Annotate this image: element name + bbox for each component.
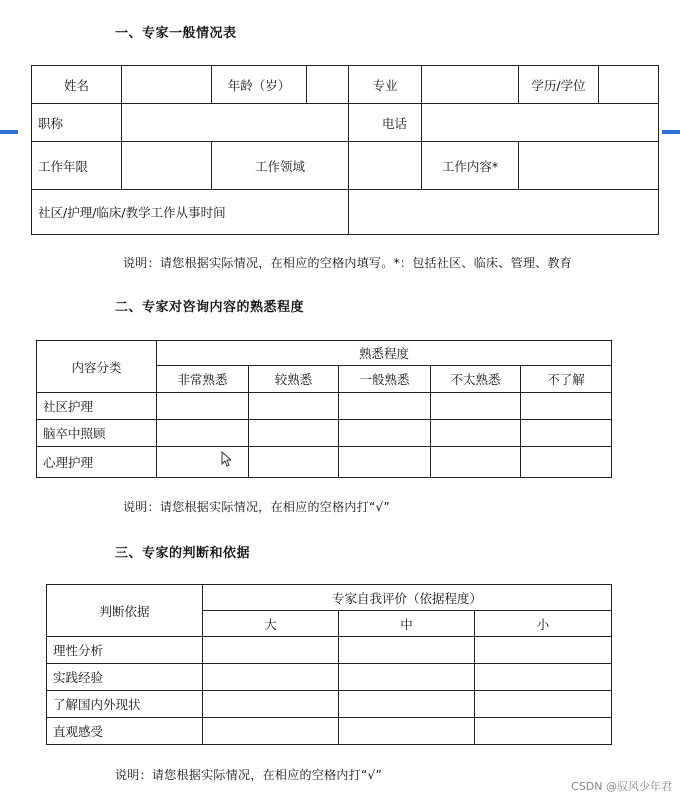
check-cell[interactable] (475, 637, 612, 664)
label-content: 工作内容* (422, 142, 519, 190)
familiarity-table (36, 340, 612, 478)
row-label: 理性分析 (47, 637, 203, 664)
level-very-familiar: 非常熟悉 (157, 366, 249, 393)
label-age: 年龄（岁） (212, 66, 307, 104)
check-cell[interactable] (521, 393, 612, 420)
input-degree[interactable] (599, 66, 659, 104)
check-cell[interactable] (249, 447, 339, 478)
level-high: 大 (203, 611, 339, 637)
check-cell[interactable] (157, 447, 249, 478)
input-content[interactable] (519, 142, 659, 190)
right-edge-marker (662, 130, 680, 134)
check-cell[interactable] (339, 691, 475, 718)
level-not-very-familiar: 不太熟悉 (431, 366, 521, 393)
basis-header: 判断依据 (47, 585, 203, 637)
check-cell[interactable] (203, 691, 339, 718)
section2-title: 二、专家对咨询内容的熟悉程度 (115, 300, 305, 315)
check-cell[interactable] (339, 637, 475, 664)
check-cell[interactable] (203, 637, 339, 664)
check-cell[interactable] (339, 718, 475, 745)
judgment-basis-table (46, 584, 612, 745)
check-cell[interactable] (475, 664, 612, 691)
section2-note: 说明：请您根据实际情况，在相应的空格内打“√” (123, 500, 390, 514)
input-phone[interactable] (422, 104, 659, 142)
check-cell[interactable] (249, 393, 339, 420)
level-average: 一般熟悉 (339, 366, 431, 393)
row-label: 直观感受 (47, 718, 203, 745)
input-title[interactable] (122, 104, 349, 142)
row-label: 脑卒中照顾 (37, 420, 157, 447)
check-cell[interactable] (521, 420, 612, 447)
label-years: 工作年限 (32, 142, 122, 190)
label-major: 专业 (349, 66, 422, 104)
check-cell[interactable] (339, 447, 431, 478)
input-service-time[interactable] (349, 190, 659, 235)
input-years[interactable] (122, 142, 212, 190)
mouse-cursor-icon (221, 451, 231, 467)
check-cell[interactable] (249, 420, 339, 447)
check-cell[interactable] (431, 447, 521, 478)
section1-title: 一、专家一般情况表 (115, 26, 237, 41)
label-name: 姓名 (32, 66, 122, 104)
left-edge-marker (0, 130, 18, 134)
check-cell[interactable] (475, 718, 612, 745)
section1-note: 说明：请您根据实际情况，在相应的空格内填写。*：包括社区、临床、管理、教育 (123, 256, 573, 270)
row-label: 了解国内外现状 (47, 691, 203, 718)
row-label: 心理护理 (37, 447, 157, 478)
check-cell[interactable] (431, 393, 521, 420)
check-cell[interactable] (339, 420, 431, 447)
level-unfamiliar: 不了解 (521, 366, 612, 393)
level-medium: 中 (339, 611, 475, 637)
expert-info-table (31, 65, 659, 235)
input-age[interactable] (307, 66, 349, 104)
level-fairly-familiar: 较熟悉 (249, 366, 339, 393)
label-service-time: 社区/护理/临床/教学工作从事时间 (32, 190, 349, 235)
check-cell[interactable] (339, 393, 431, 420)
level-low: 小 (475, 611, 612, 637)
watermark: CSDN @驭风少年君 (571, 780, 672, 793)
category-header: 内容分类 (37, 341, 157, 393)
label-phone: 电话 (349, 104, 422, 142)
row-label: 实践经验 (47, 664, 203, 691)
check-cell[interactable] (431, 420, 521, 447)
input-name[interactable] (122, 66, 212, 104)
label-field: 工作领域 (212, 142, 349, 190)
input-field[interactable] (349, 142, 422, 190)
label-degree: 学历/学位 (519, 66, 599, 104)
familiarity-header: 熟悉程度 (157, 341, 612, 366)
row-label: 社区护理 (37, 393, 157, 420)
self-eval-header: 专家自我评价（依据程度） (203, 585, 612, 611)
check-cell[interactable] (521, 447, 612, 478)
section3-title: 三、专家的判断和依据 (115, 546, 251, 561)
input-major[interactable] (422, 66, 519, 104)
check-cell[interactable] (475, 691, 612, 718)
check-cell[interactable] (339, 664, 475, 691)
check-cell[interactable] (157, 393, 249, 420)
check-cell[interactable] (203, 664, 339, 691)
label-title: 职称 (32, 104, 122, 142)
section3-note: 说明：请您根据实际情况，在相应的空格内打“√” (115, 768, 382, 782)
check-cell[interactable] (203, 718, 339, 745)
check-cell[interactable] (157, 420, 249, 447)
